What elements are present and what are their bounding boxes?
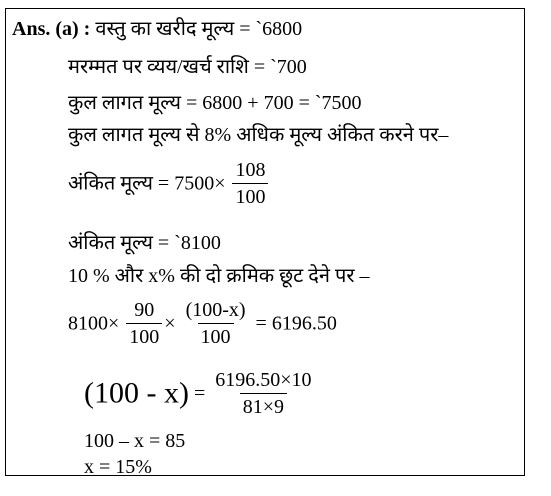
fraction-denominator: 100: [126, 323, 162, 348]
final-answer: x = 15%: [84, 456, 152, 478]
fraction-numerator: 108: [235, 159, 266, 181]
answer-box: [5, 8, 525, 476]
discount-base: 8100: [68, 312, 108, 335]
answer-line-5: [68, 159, 270, 208]
discount-result: = 6196.50: [255, 312, 337, 335]
answer-line-3: [68, 91, 362, 115]
equals-sign: =: [193, 382, 206, 405]
times-sign: ×: [164, 312, 176, 335]
answer-line-9: [84, 369, 317, 418]
answer-line-1: [12, 17, 302, 41]
answer-line-10: [84, 429, 185, 453]
marked-price-base: 7500: [174, 172, 215, 195]
answer-line-11: [84, 455, 152, 479]
answer-line-8: [68, 299, 337, 348]
equation-step: 100 – x = 85: [84, 430, 186, 452]
answer-label: Ans. (a) :: [12, 18, 91, 40]
answer-line-4: [68, 123, 448, 147]
fraction-numerator: 90: [134, 299, 155, 321]
fraction-denominator: 100: [198, 323, 234, 348]
answer-line-2: [68, 55, 307, 79]
fraction-108-100: [232, 159, 268, 208]
marked-price-result: अंकित मूल्य = `8100: [68, 232, 221, 254]
fraction-solve: [212, 369, 314, 418]
repair-cost: मरम्मत पर व्यय/खर्च राशि = `700: [68, 56, 307, 78]
fraction-90-100: [126, 299, 162, 348]
answer-line-7: [68, 264, 370, 288]
total-cost: कुल लागत मूल्य = 6800 + 700 = `7500: [68, 92, 362, 114]
markup-statement: कुल लागत मूल्य से 8% अधिक मूल्य अंकित करने पर–: [68, 124, 449, 146]
fraction-denominator: 81×9: [240, 393, 287, 418]
fraction-numerator: 6196.50×10: [215, 369, 312, 391]
fraction-100-x: [183, 299, 249, 348]
times-sign: ×: [214, 172, 226, 195]
fraction-denominator: 100: [232, 183, 268, 208]
purchase-price: वस्तु का खरीद मूल्य = `6800: [95, 18, 303, 40]
marked-price-label: अंकित मूल्य =: [68, 172, 175, 195]
discount-statement: 10 % और x% की दो क्रमिक छूट देने पर –: [68, 265, 370, 287]
times-sign: ×: [108, 312, 120, 335]
paren-expression: (100 - x): [84, 376, 189, 410]
fraction-numerator: (100-x): [185, 299, 246, 321]
answer-line-6: [68, 231, 221, 255]
